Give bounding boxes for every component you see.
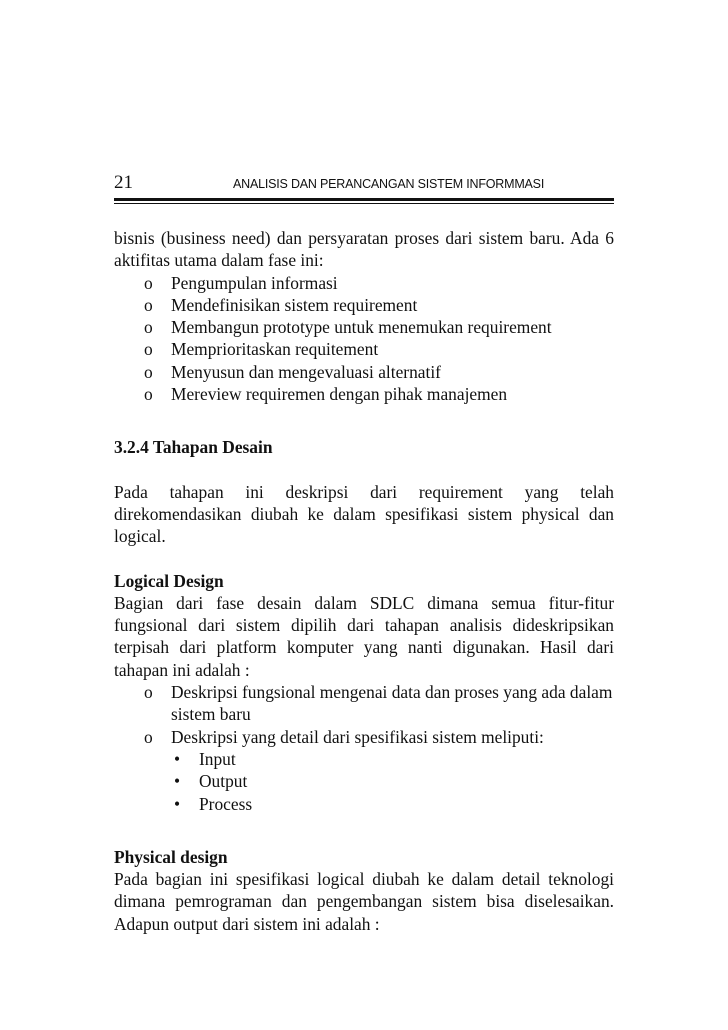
list-item bbox=[142, 726, 614, 815]
page-body bbox=[114, 227, 614, 935]
spec-sublist bbox=[171, 748, 614, 815]
physical-design-paragraph: Pada bagian ini spesifikasi logical diubah ke dalam detail teknologi dimana pemrograman dan pengembangan sistem bisa diselesaikan. Adapun output dari sistem ini adalah : bbox=[114, 869, 614, 934]
list-item: o Mereview requiremen dengan pihak manajemen bbox=[142, 383, 614, 405]
page-header bbox=[114, 170, 614, 198]
list-item-label: Deskripsi yang detail dari spesifikasi sistem meliputi: bbox=[171, 726, 544, 747]
section-heading: 3.2.4 Tahapan Desain bbox=[114, 437, 273, 458]
list-item: o Mendefinisikan sistem requirement bbox=[142, 294, 614, 316]
book-page bbox=[114, 170, 614, 935]
sublist-item: • Output bbox=[171, 770, 614, 792]
sublist-item: • Process bbox=[171, 793, 614, 815]
list-item: o Membangun prototype untuk menemukan requirement bbox=[142, 316, 614, 338]
list-item: o Menyusun dan mengevaluasi alternatif bbox=[142, 361, 614, 383]
logical-design-heading: Logical Design bbox=[114, 570, 224, 591]
page-number: 21 bbox=[114, 172, 133, 193]
section-paragraph: Pada tahapan ini deskripsi dari requirement yang telah direkomendasikan diubah ke dalam spesifikasi sistem physical dan logical. bbox=[114, 481, 614, 547]
list-item: o Deskripsi fungsional mengenai data dan proses yang ada dalam sistem baru bbox=[142, 681, 614, 726]
header-rule-thin bbox=[114, 203, 614, 204]
physical-design-heading: Physical design bbox=[114, 846, 228, 867]
logical-design-list bbox=[114, 681, 614, 815]
header-rule-thick bbox=[114, 198, 614, 201]
running-title: ANALISIS DAN PERANCANGAN SISTEM INFORMMASI bbox=[233, 177, 545, 191]
intro-paragraph: bisnis (business need) dan persyaratan proses dari sistem baru. Ada 6 aktifitas utama dalam fase ini: bbox=[114, 228, 614, 271]
list-item: o Memprioritaskan requitement bbox=[142, 338, 614, 360]
logical-design-paragraph: Bagian dari fase desain dalam SDLC dimana semua fitur-fitur fungsional dari sistem dipilih dari tahapan analisis dideskripsikan terpisah dari platform komputer yang nanti digunakan. Hasil dari tahapan ini adalah : bbox=[114, 592, 614, 680]
list-item: o Pengumpulan informasi bbox=[142, 272, 614, 294]
activity-list bbox=[114, 272, 614, 406]
sublist-item: • Input bbox=[171, 748, 614, 770]
